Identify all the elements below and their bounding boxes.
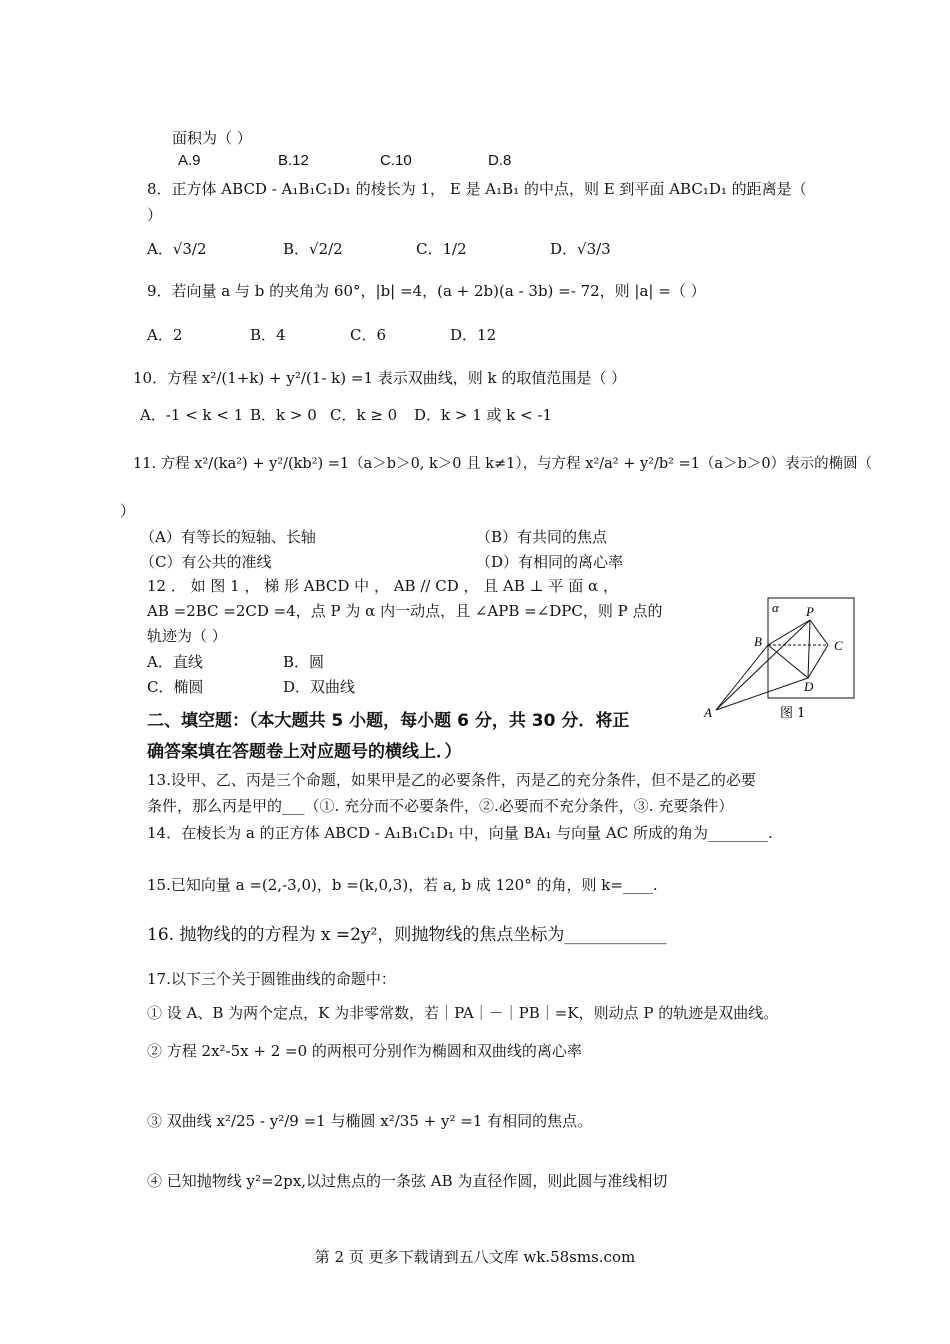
- q10-option-b: B．k > 0: [250, 406, 317, 424]
- line-ab: [716, 645, 768, 710]
- figure-caption: 图 1: [780, 706, 806, 721]
- label-alpha: α: [772, 600, 779, 615]
- q17-item-3: ③ 双曲线 x²/25 - y²/9 =1 与椭圆 x²/35 + y² =1 有相同的焦点。: [147, 1112, 593, 1130]
- q9-option-c: C．6: [350, 326, 387, 344]
- label-b: B: [754, 634, 762, 649]
- q17-intro: 17.以下三个关于圆锥曲线的命题中：: [147, 970, 396, 988]
- q9-text: 9．若向量 a 与 b 的夹角为 60°，|b| =4，(a + 2b)(a - 3b) =- 72，则 |a| =（ ）: [147, 282, 706, 300]
- q7-option-c: C.10: [380, 152, 412, 169]
- trapezoid-edge: [768, 645, 828, 678]
- q15-text: 15.已知向量 a =(2,-3,0)，b =(k,0,3)，若 a, b 成 120° 的角，则 k=____.: [147, 876, 658, 894]
- q7-option-a: A.9: [178, 152, 201, 169]
- q17-item-1: ① 设 A、B 为两个定点，K 为非零常数，若｜PA｜－｜PB｜=K，则动点 P 的轨迹是双曲线。: [147, 1004, 779, 1022]
- q9-option-d: D．12: [450, 326, 497, 344]
- q14-text: 14．在棱长为 a 的正方体 ABCD - A₁B₁C₁D₁ 中，向量 BA₁ 与向量 AC 所成的角为________.: [147, 824, 773, 842]
- q11-option-d: （D）有相同的离心率: [476, 553, 624, 571]
- q10-option-a: A．-1 < k < 1: [140, 406, 244, 424]
- q10-text: 10．方程 x²/(1+k) + y²/(1- k) =1 表示双曲线，则 k 的取值范围是（ ）: [133, 369, 627, 387]
- q12-line1: 12 ． 如 图 1 ， 梯 形 ABCD 中 ， AB // CD ， 且 AB ⊥ 平 面 α ，: [147, 577, 618, 595]
- label-p: P: [806, 604, 814, 619]
- q12-option-a: A．直线: [147, 653, 203, 671]
- q8-option-b: B．√2/2: [283, 240, 343, 258]
- q10-option-d: D．k > 1 或 k < -1: [414, 406, 553, 424]
- q8-option-a: A．√3/2: [147, 240, 207, 258]
- q11-close: ）: [120, 502, 136, 520]
- q7-tail: 面积为（ ）: [172, 129, 252, 147]
- q10-option-c: C．k ≥ 0: [330, 406, 398, 424]
- q13-line2: 条件，那么丙是甲的___（①. 充分而不必要条件，②.必要而不充分条件，③. 充要条件）: [147, 797, 734, 815]
- q13-line1: 13.设甲、乙、丙是三个命题，如果甲是乙的必要条件，丙是乙的充分条件，但不是乙的必要: [147, 771, 756, 789]
- figure-1: [700, 590, 860, 730]
- q12-line2: AB =2BC =2CD =4，点 P 为 α 内一动点，且 ∠APB =∠DPC，则 P 点的: [147, 602, 663, 620]
- q7-option-d: D.8: [488, 152, 512, 169]
- q12-line3: 轨迹为（ ）: [147, 627, 227, 645]
- q12-option-d: D．双曲线: [283, 678, 356, 696]
- q9-option-b: B．4: [250, 326, 286, 344]
- line-ap: [716, 620, 810, 710]
- line-bp: [768, 620, 810, 645]
- q11-option-a: （A）有等长的短轴、长轴: [140, 528, 316, 546]
- q11-text: 11. 方程 x²/(ka²) + y²/(kb²) =1（a＞b＞0, k＞0 且 k≠1），与方程 x²/a² + y²/b² =1（a＞b＞0）表示的椭圆（: [133, 456, 873, 472]
- label-a: A: [704, 705, 712, 720]
- label-d: D: [804, 679, 814, 694]
- q7-option-b: B.12: [278, 152, 309, 169]
- q17-item-2: ② 方程 2x²-5x + 2 =0 的两根可分别作为椭圆和双曲线的离心率: [147, 1042, 582, 1060]
- q11-option-c: （C）有公共的准线: [140, 553, 272, 571]
- line-dp: [808, 620, 810, 678]
- section2-heading-line2: 确答案填在答题卷上对应题号的横线上．）: [147, 742, 462, 762]
- q8-option-d: D．√3/3: [550, 240, 611, 258]
- q12-option-c: C．椭圆: [147, 678, 204, 696]
- q8-close: ）: [147, 206, 163, 224]
- line-cp: [810, 620, 828, 645]
- q11-option-b: （B）有共同的焦点: [476, 528, 608, 546]
- page-footer: 第 2 页 更多下载请到五八文库 wk.58sms.com: [314, 1248, 636, 1266]
- q12-option-b: B．圆: [283, 653, 325, 671]
- label-c: C: [834, 638, 843, 653]
- q8-text: 8．正方体 ABCD - A₁B₁C₁D₁ 的棱长为 1， E 是 A₁B₁ 的中点，则 E 到平面 ABC₁D₁ 的距离是（: [147, 180, 807, 198]
- q8-option-c: C．1/2: [416, 240, 467, 258]
- q9-option-a: A．2: [147, 326, 183, 344]
- q17-item-4: ④ 已知抛物线 y²=2px,以过焦点的一条弦 AB 为直径作圆，则此圆与准线相切: [147, 1172, 668, 1190]
- q16-text: 16. 抛物线的的方程为 x =2y²，则抛物线的焦点坐标为____________: [147, 925, 667, 945]
- section2-heading-line1: 二、填空题：（本大题共 5 小题，每小题 6 分，共 30 分．将正: [147, 711, 630, 731]
